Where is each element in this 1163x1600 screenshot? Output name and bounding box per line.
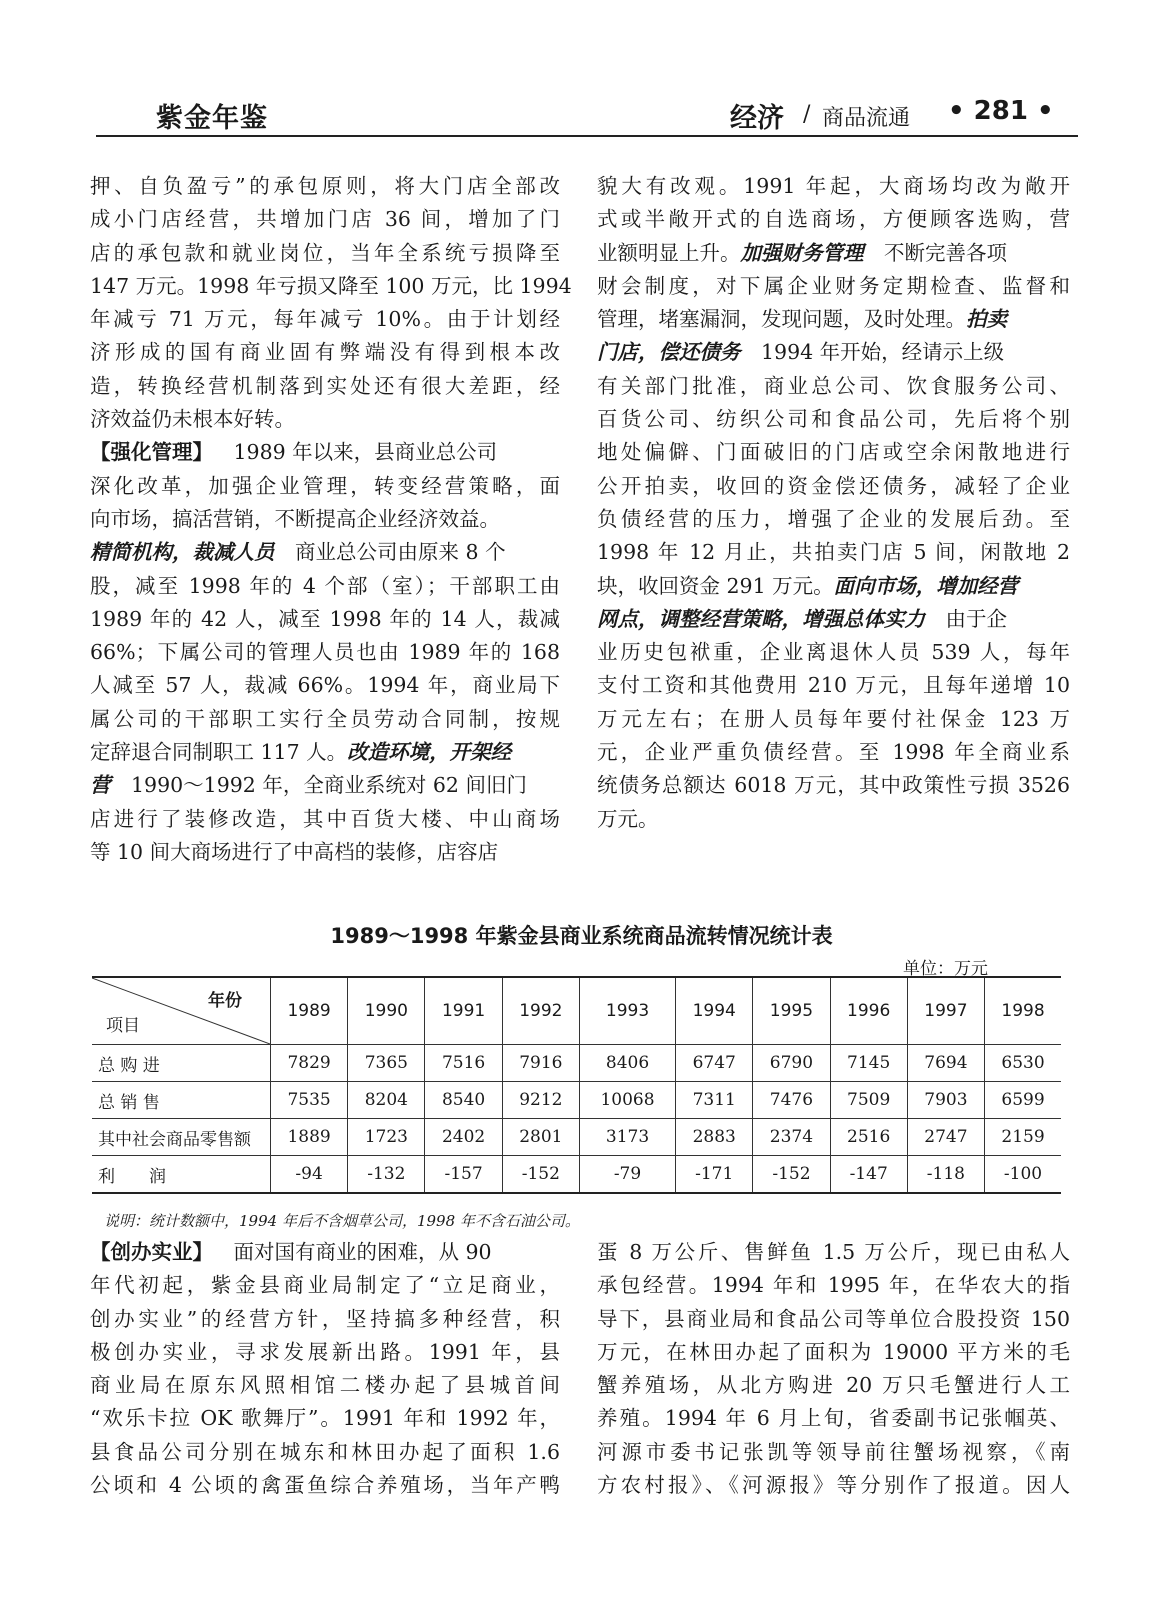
table-unit: 单位：万元 <box>903 959 988 979</box>
table-cell: 3173 <box>579 1119 675 1156</box>
text-line: 养殖。1994 年 6 月上旬，省委副书记张帼英、 <box>597 1406 1070 1431</box>
year-header: 1995 <box>753 977 830 1045</box>
text-line: “欢乐卡拉 OK 歌舞厅”。1991 年和 1992 年， <box>90 1406 560 1431</box>
year-header: 1991 <box>425 977 502 1045</box>
section-separator: / <box>803 102 811 127</box>
header-rule <box>96 135 1078 137</box>
table-cell: 6599 <box>985 1082 1061 1119</box>
run-in-heading: 面向市场，增加经营 <box>833 573 1019 598</box>
text-line: 负债经营的压力，增强了企业的发展后劲。至 <box>597 506 1070 531</box>
text-line: 极创办实业，寻求发展新出路。1991 年，县 <box>90 1339 560 1364</box>
text-line: 统债务总额达 6018 万元，其中政策性亏损 3526 <box>597 773 1070 798</box>
corner-year-label: 年份 <box>208 991 242 1011</box>
text-line: 公顷和 4 公顷的禽蛋鱼综合养殖场，当年产鸭 <box>90 1473 560 1498</box>
text-line: 万元。 <box>597 806 659 831</box>
run-in-heading: 营 <box>90 773 111 798</box>
table-cell: 2374 <box>753 1119 830 1156</box>
text-line: 向市场，搞活营销，不断提高企业经济效益。 <box>90 506 500 531</box>
table-cell: -94 <box>271 1156 348 1194</box>
table-cell: 7476 <box>753 1082 830 1119</box>
table-cell: 2747 <box>907 1119 984 1156</box>
table-cell: 2883 <box>676 1119 753 1156</box>
run-in-heading: 加强财务管理 <box>740 240 864 265</box>
section-heading: 【创办实业】 <box>90 1240 213 1264</box>
text-run: 面对国有商业的困难，从 90 <box>233 1240 492 1264</box>
text-line: 万元，在林田办起了面积为 19000 平方米的毛 <box>597 1339 1070 1364</box>
year-header: 1990 <box>348 977 425 1045</box>
page-number: • 281 • <box>948 96 1054 126</box>
table-cell: 7916 <box>502 1045 579 1082</box>
table-cell: 7145 <box>830 1045 907 1082</box>
section-title: 经济 <box>730 103 784 134</box>
text-run: 块，收回资金 291 万元。 <box>597 573 834 598</box>
table-cell: 7365 <box>348 1045 425 1082</box>
text-run: 管理，堵塞漏洞，发现问题，及时处理。 <box>597 307 966 332</box>
text-line: 66%；下属公司的管理人员也由 1989 年的 168 <box>90 640 560 665</box>
table-title: 1989～1998 年紫金县商业系统商品流转情况统计表 <box>330 924 833 948</box>
table-cell: 1889 <box>271 1119 348 1156</box>
text-run: 1989 年以来，县商业总公司 <box>233 440 498 465</box>
text-line: 店进行了装修改造，其中百货大楼、中山商场 <box>90 806 560 831</box>
text-line <box>597 336 1070 369</box>
text-line: 深化改革，加强企业管理，转变经营策略，面 <box>90 473 560 498</box>
table-cell: -132 <box>348 1156 425 1194</box>
table-cell: 8204 <box>348 1082 425 1119</box>
table-corner-cell <box>92 977 271 1045</box>
text-line <box>597 303 1070 336</box>
text-line: 造，转换经营机制落到实处还有很大差距，经 <box>90 373 560 398</box>
run-in-heading: 改造环境，开架经 <box>347 740 512 765</box>
text-line: 押、自负盈亏”的承包原则，将大门店全部改 <box>90 174 560 198</box>
section-heading: 【强化管理】 <box>90 440 213 465</box>
text-line: 公开拍卖，收回的资金偿还债务，减轻了企业 <box>597 473 1070 498</box>
year-header: 1998 <box>985 977 1061 1045</box>
text-line <box>90 436 560 469</box>
table-cell: -152 <box>502 1156 579 1194</box>
run-in-heading: 门店，偿还债务 <box>597 340 741 365</box>
text-line: 济形成的国有商业固有弊端没有得到根本改 <box>90 340 560 365</box>
table-row <box>92 1119 1061 1156</box>
text-line: 成小门店经营，共增加门店 36 间，增加了门 <box>90 207 560 232</box>
table-cell: 9212 <box>502 1082 579 1119</box>
table-cell: 7694 <box>907 1045 984 1082</box>
text-line: 支付工资和其他费用 210 万元，且每年递增 10 <box>597 673 1070 698</box>
table-cell: 2159 <box>985 1119 1061 1156</box>
table-cell: 2516 <box>830 1119 907 1156</box>
text-line: 人减至 57 人，裁减 66%。1994 年，商业局下 <box>90 673 560 698</box>
text-column-3 <box>90 1236 560 1502</box>
corner-item-label: 项目 <box>106 1016 140 1036</box>
text-line: 貌大有改观。1991 年起，大商场均改为敞开 <box>597 174 1070 198</box>
table-cell: 10068 <box>579 1082 675 1119</box>
text-line: 县食品公司分别在城东和林田办起了面积 1.6 <box>90 1439 560 1464</box>
text-run: 商业总公司由原来 8 个 <box>295 540 506 565</box>
table-header-row <box>92 977 1061 1045</box>
subsection-title: 商品流通 <box>822 106 911 131</box>
text-line: 蛋 8 万公斤、售鲜鱼 1.5 万公斤，现已由私人 <box>597 1240 1070 1264</box>
table-cell: -79 <box>579 1156 675 1194</box>
table-cell: 7509 <box>830 1082 907 1119</box>
year-header: 1989 <box>271 977 348 1045</box>
text-line: 年减亏 71 万元，每年减亏 10%。由于计划经 <box>90 307 560 332</box>
text-line <box>90 736 560 769</box>
table-cell: -118 <box>907 1156 984 1194</box>
text-line: 济效益仍未根本好转。 <box>90 407 295 432</box>
year-header: 1997 <box>907 977 984 1045</box>
text-run: 不断完善各项 <box>884 240 1007 265</box>
table-cell: 1723 <box>348 1119 425 1156</box>
row-label: 利 润 <box>92 1156 271 1194</box>
text-run: 定辞退合同制职工 117 人。 <box>90 740 348 765</box>
run-in-heading: 网点，调整经营策略，增强总体实力 <box>597 606 925 631</box>
text-line: 式或半敞开式的自选商场，方便顾客选购，营 <box>597 207 1070 232</box>
text-line <box>597 603 1070 636</box>
text-line: 商业局在原东风照相馆二楼办起了县城首间 <box>90 1373 560 1398</box>
text-line: 蟹养殖场，从北方购进 20 万只毛蟹进行人工 <box>597 1373 1070 1398</box>
text-run: 1994 年开始，经请示上级 <box>761 340 1005 365</box>
page-header <box>96 92 1078 142</box>
text-line <box>597 570 1070 603</box>
text-line: 承包经营。1994 年和 1995 年，在华农大的指 <box>597 1273 1070 1298</box>
table-cell: -152 <box>753 1156 830 1194</box>
table-cell: 7535 <box>271 1082 348 1119</box>
row-label: 总 购 进 <box>92 1045 271 1082</box>
table-cell: 8406 <box>579 1045 675 1082</box>
year-header: 1993 <box>579 977 675 1045</box>
table-row <box>92 1082 1061 1119</box>
text-line: 股，减至 1998 年的 4 个部（室）；干部职工由 <box>90 573 560 598</box>
text-line: 业历史包袱重，企业离退休人员 539 人，每年 <box>597 640 1070 665</box>
table-cell: 7903 <box>907 1082 984 1119</box>
text-line: 万元左右；在册人员每年要付社保金 123 万 <box>597 706 1070 731</box>
text-line <box>90 536 560 569</box>
table-note: 说明：统计数额中，1994 年后不含烟草公司，1998 年不含石油公司。 <box>104 1212 580 1230</box>
statistics-table <box>92 976 1061 1194</box>
text-line: 财会制度，对下属企业财务定期检查、监督和 <box>597 273 1070 298</box>
text-line: 方农村报》、《河源报》等分别作了报道。因人 <box>597 1473 1070 1498</box>
year-header: 1996 <box>830 977 907 1045</box>
row-label: 总 销 售 <box>92 1082 271 1119</box>
table-row <box>92 1045 1061 1082</box>
text-line: 河源市委书记张凯等领导前往蟹场视察，《南 <box>597 1439 1070 1464</box>
table-cell: 2801 <box>502 1119 579 1156</box>
text-line: 1998 年 12 月止，共拍卖门店 5 间，闲散地 2 <box>597 540 1070 565</box>
text-line: 创办实业”的经营方针，坚持搞多种经营，积 <box>90 1306 560 1331</box>
table-cell: -100 <box>985 1156 1061 1194</box>
table-cell: 7311 <box>676 1082 753 1119</box>
text-run: 1990～1992 年，全商业系统对 62 间旧门 <box>131 773 527 798</box>
text-line: 年代初起，紫金县商业局制定了“立足商业， <box>90 1273 560 1298</box>
text-line: 1989 年的 42 人，减至 1998 年的 14 人，裁减 <box>90 606 560 631</box>
text-column-1 <box>90 170 572 869</box>
table-cell: 6747 <box>676 1045 753 1082</box>
table-cell: 2402 <box>425 1119 502 1156</box>
run-in-heading: 拍卖 <box>966 307 1007 332</box>
year-header: 1992 <box>502 977 579 1045</box>
text-line: 百货公司、纺织公司和食品公司，先后将个别 <box>597 407 1070 432</box>
text-line: 地处偏僻、门面破旧的门店或空余闲散地进行 <box>597 440 1070 465</box>
text-column-2 <box>597 170 1070 836</box>
book-title: 紫金年鉴 <box>156 103 268 134</box>
text-line: 有关部门批准，商业总公司、饮食服务公司、 <box>597 373 1070 398</box>
text-line: 店的承包款和就业岗位，当年全系统亏损降至 <box>90 240 560 265</box>
table-cell: -171 <box>676 1156 753 1194</box>
text-run: 业额明显上升。 <box>597 240 741 265</box>
table-cell: 6530 <box>985 1045 1061 1082</box>
text-line: 属公司的干部职工实行全员劳动合同制，按规 <box>90 706 560 731</box>
table-row <box>92 1156 1061 1194</box>
table-cell: 7829 <box>271 1045 348 1082</box>
run-in-heading: 精简机构，裁减人员 <box>90 540 275 565</box>
table-cell: -147 <box>830 1156 907 1194</box>
year-header: 1994 <box>676 977 753 1045</box>
table-cell: 6790 <box>753 1045 830 1082</box>
text-line <box>90 1236 560 1269</box>
text-line: 147 万元。1998 年亏损又降至 100 万元，比 1994 <box>90 273 572 298</box>
table-cell: 7516 <box>425 1045 502 1082</box>
table-cell: 8540 <box>425 1082 502 1119</box>
text-line: 等 10 间大商场进行了中高档的装修，店容店 <box>90 839 499 864</box>
table-cell: -157 <box>425 1156 502 1194</box>
text-run: 由于企 <box>945 606 1007 631</box>
text-line <box>597 237 1070 270</box>
text-line: 导下，县商业局和食品公司等单位合股投资 150 <box>597 1306 1070 1331</box>
text-line <box>90 769 560 802</box>
text-column-4 <box>597 1236 1070 1502</box>
row-label: 其中社会商品零售额 <box>92 1119 271 1156</box>
text-line: 元，企业严重负债经营。至 1998 年全商业系 <box>597 740 1070 765</box>
